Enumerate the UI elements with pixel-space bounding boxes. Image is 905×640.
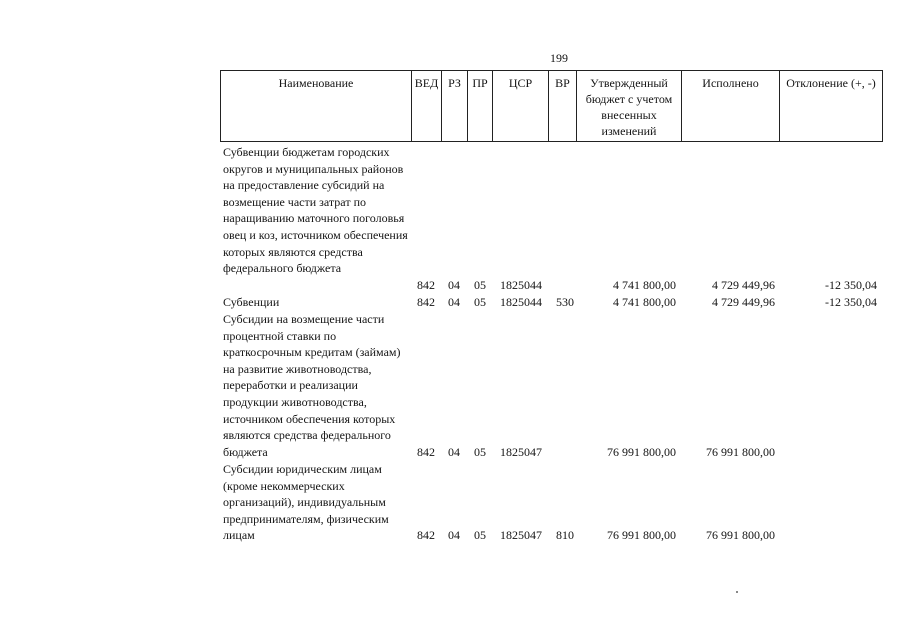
row-1-deviation: -12 350,04 xyxy=(825,278,877,292)
row-1-ved: 842 xyxy=(417,278,435,292)
row-1-rz: 04 xyxy=(448,278,460,292)
row-1-executed: 4 729 449,96 xyxy=(712,278,775,292)
row-1-pr: 05 xyxy=(474,278,486,292)
row-1-name: Субвенции бюджетам городских округов и муниципальных районов на предоставление субсидий на возмещение части затрат по наращиванию маточного поголовья овец и коз, источником обеспечения которых являются средства федерального бюджета xyxy=(223,145,408,276)
page-number: 199 xyxy=(550,51,568,65)
row-3-approved: 76 991 800,00 xyxy=(607,445,676,459)
header-rz: РЗ xyxy=(442,71,468,142)
row-3-pr: 05 xyxy=(474,445,486,459)
row-4-csr: 1825047 xyxy=(500,528,542,542)
header-vr: ВР xyxy=(549,71,577,142)
row-2-deviation: -12 350,04 xyxy=(825,295,877,309)
row-3-executed: 76 991 800,00 xyxy=(706,445,775,459)
header-csr: ЦСР xyxy=(493,71,549,142)
row-4-executed: 76 991 800,00 xyxy=(706,528,775,542)
header-approved: Утвержденный бюджет с учетом внесенных изменений xyxy=(577,71,682,142)
header-deviation: Отклонение (+, -) xyxy=(780,71,883,142)
scan-speck xyxy=(736,591,738,593)
row-2-executed: 4 729 449,96 xyxy=(712,295,775,309)
row-4-name: Субсидии юридическим лицам (кроме некоммерческих организаций), индивидуальным предпринимателям, физическим лицам xyxy=(223,462,389,543)
table-header xyxy=(220,70,883,142)
row-2-approved: 4 741 800,00 xyxy=(613,295,676,309)
row-2-ved: 842 xyxy=(417,295,435,309)
row-1-csr: 1825044 xyxy=(500,278,542,292)
row-4-approved: 76 991 800,00 xyxy=(607,528,676,542)
row-2-pr: 05 xyxy=(474,295,486,309)
row-4-rz: 04 xyxy=(448,528,460,542)
row-3-ved: 842 xyxy=(417,445,435,459)
header-name: Наименование xyxy=(221,71,412,142)
row-2-rz: 04 xyxy=(448,295,460,309)
header-ved: ВЕД xyxy=(412,71,442,142)
row-3-name: Субсидии на возмещение части процентной ставки по краткосрочным кредитам (займам) на развитие животноводства, переработки и реализации продукции животноводства, источником обеспечения которых являются средства федерального бюджета xyxy=(223,312,401,459)
row-2-name: Субвенции xyxy=(223,295,280,309)
row-2-csr: 1825044 xyxy=(500,295,542,309)
row-4-vr: 810 xyxy=(556,528,574,542)
row-4-pr: 05 xyxy=(474,528,486,542)
row-3-rz: 04 xyxy=(448,445,460,459)
header-pr: ПР xyxy=(468,71,493,142)
row-1-approved: 4 741 800,00 xyxy=(613,278,676,292)
header-executed: Исполнено xyxy=(682,71,780,142)
row-4-ved: 842 xyxy=(417,528,435,542)
row-2-vr: 530 xyxy=(556,295,574,309)
row-3-csr: 1825047 xyxy=(500,445,542,459)
